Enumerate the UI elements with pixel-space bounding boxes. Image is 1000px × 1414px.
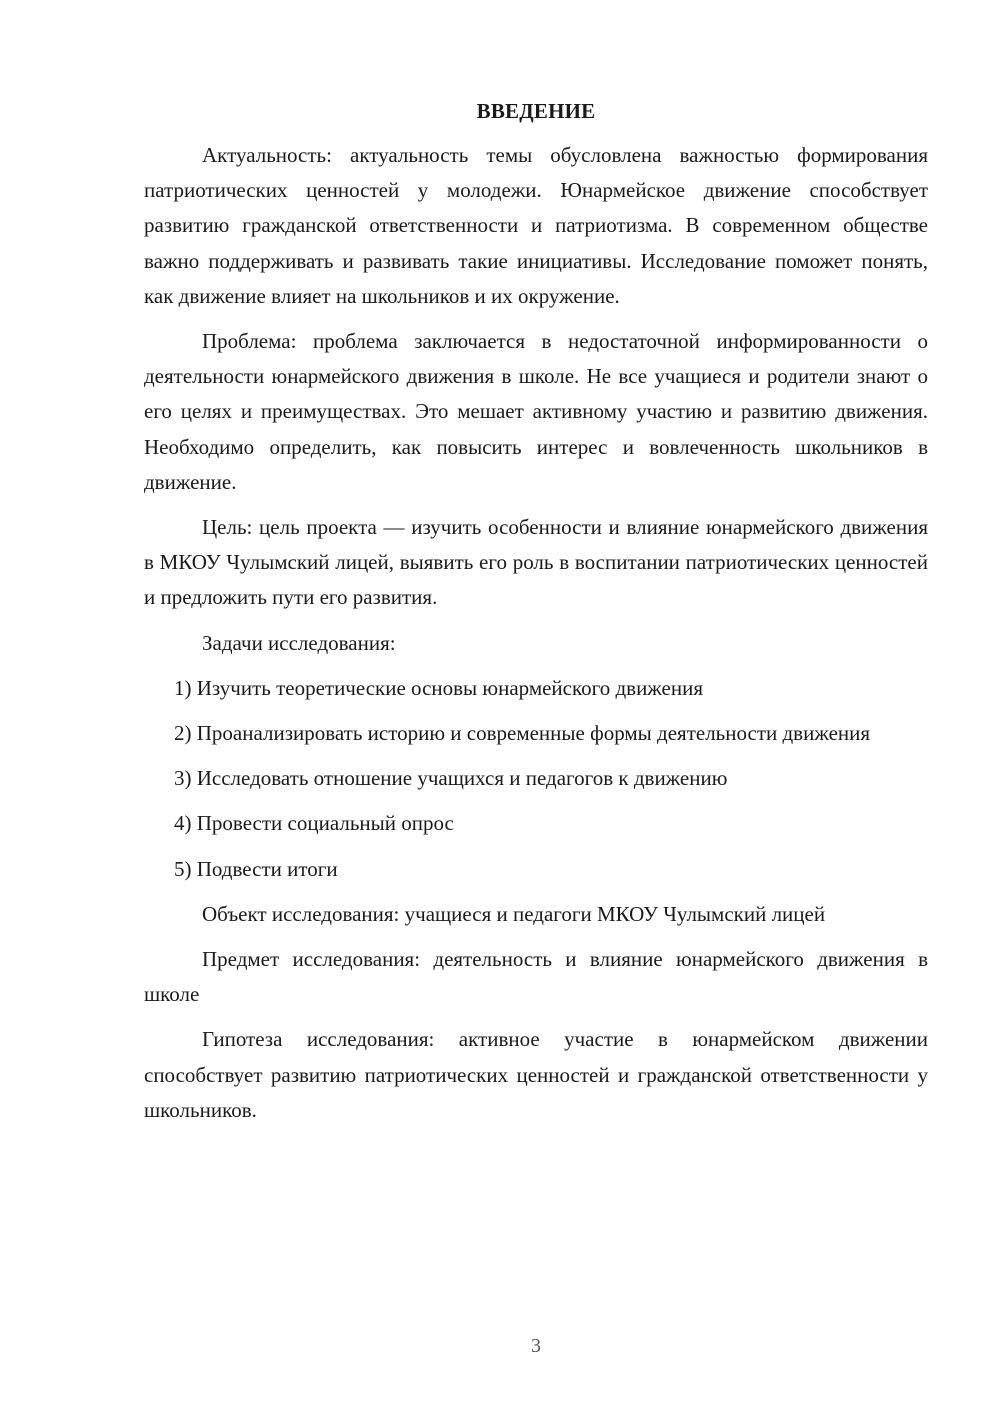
page-number: 3 (531, 1335, 541, 1357)
paragraph-problem: Проблема: проблема заключается в недостаточной информированности о деятельности юнармейского движения в школе. Не все учащиеся и родители знают о его целях и преимуществах. Это мешает активному участию и развитию движения. Необходимо определить, как повысить интерес и вовлеченность школьников в движение. (144, 329, 928, 494)
task-item-5: 5) Подвести итоги (174, 856, 338, 881)
task-item-4: 4) Провести социальный опрос (174, 811, 454, 836)
task-item-1: 1) Изучить теоретические основы юнармейского движения (174, 675, 703, 700)
paragraph-goal: Цель: цель проекта — изучить особенности и влияние юнармейского движения в МКОУ Чулымский лицей, выявить его роль в воспитании патриотических ценностей и предложить пути его развития. (144, 515, 928, 610)
paragraph-relevance: Актуальность: актуальность темы обусловлена важностью формирования патриотических ценностей у молодежи. Юнармейское движение способствует развитию гражданской ответственности и патриотизма. В современном обществе важно поддерживать и развивать такие инициативы. Исследование поможет понять, как движение влияет на школьников и их окружение. (144, 143, 928, 308)
task-item-2: 2) Проанализировать историю и современные формы деятельности движения (174, 721, 871, 746)
paragraph-tasks-intro: Задачи исследования: (202, 630, 396, 655)
section-heading: ВВЕДЕНИЕ (476, 99, 596, 123)
paragraph-hypothesis: Гипотеза исследования: активное участие в юнармейском движении способствует развитию патриотических ценностей и гражданской ответственности у школьников. (144, 1027, 928, 1122)
document-body (144, 95, 928, 1138)
paragraph-object: Объект исследования: учащиеся и педагоги МКОУ Чулымский лицей (202, 901, 826, 926)
paragraph-subject: Предмет исследования: деятельность и влияние юнармейского движения в школе (144, 947, 928, 1007)
task-item-3: 3) Исследовать отношение учащихся и педагогов к движению (174, 766, 728, 791)
